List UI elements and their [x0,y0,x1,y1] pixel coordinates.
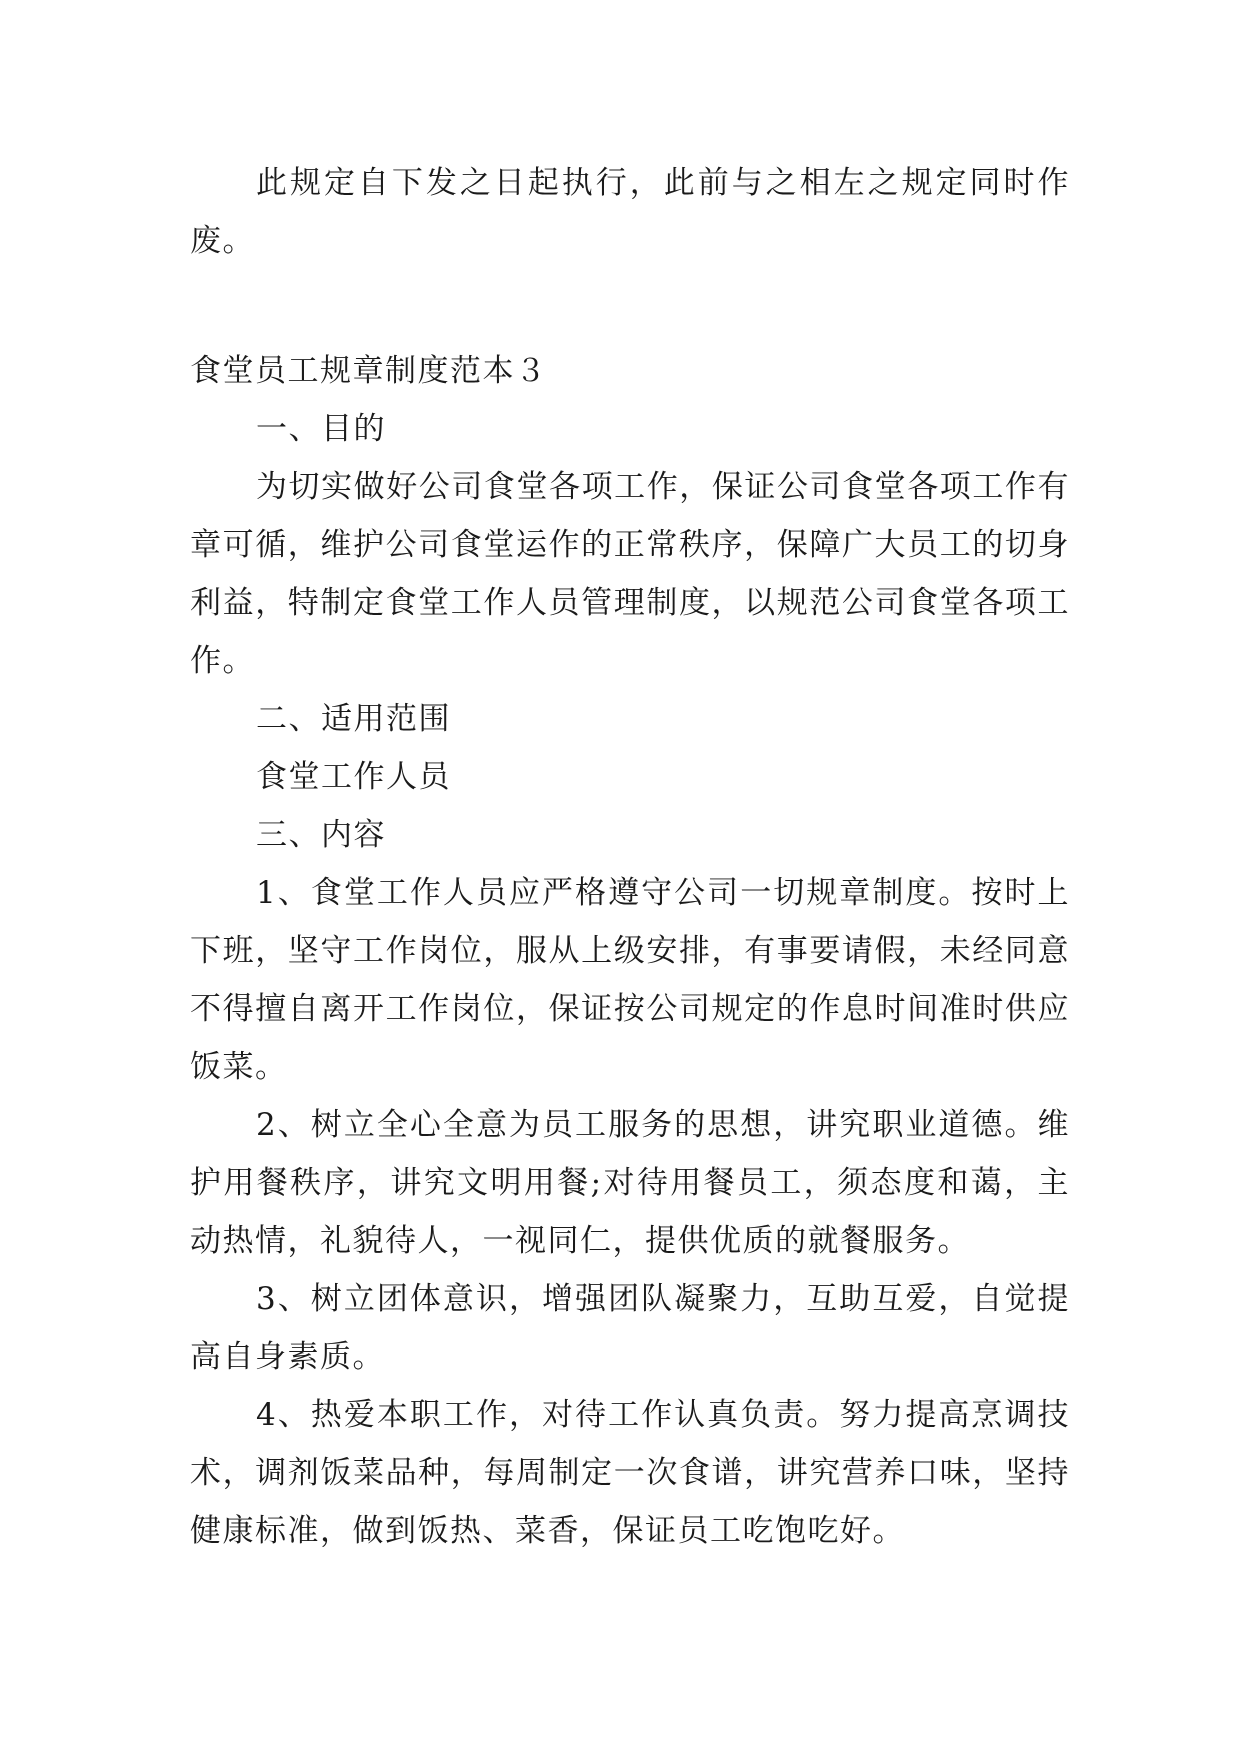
heading-content: 三、内容 [256,817,386,853]
scope-paragraph: 食堂工作人员 [256,759,451,795]
heading-purpose: 一、目的 [256,411,386,447]
section-title: 食堂员工规章制度范本３ [190,353,548,389]
heading-scope: 二、适用范围 [256,701,451,737]
content-item-3: 3、树立团体意识，增强团队凝聚力，互助互爱，自觉提高自身素质。 [190,1281,1070,1375]
closing-paragraph: 此规定自下发之日起执行，此前与之相左之规定同时作废。 [190,165,1070,259]
purpose-paragraph: 为切实做好公司食堂各项工作，保证公司食堂各项工作有章可循，维护公司食堂运作的正常秩序，保障广大员工的切身利益，特制定食堂工作人员管理制度，以规范公司食堂各项工作。 [190,469,1070,679]
content-item-2: 2、树立全心全意为员工服务的思想，讲究职业道德。维护用餐秩序，讲究文明用餐;对待用餐员工，须态度和蔼，主动热情，礼貌待人，一视同仁，提供优质的就餐服务。 [190,1107,1070,1259]
document-page [190,154,1070,1560]
content-item-1: 1、食堂工作人员应严格遵守公司一切规章制度。按时上下班，坚守工作岗位，服从上级安排，有事要请假，未经同意不得擅自离开工作岗位，保证按公司规定的作息时间准时供应饭菜。 [190,875,1070,1085]
content-item-4: 4、热爱本职工作，对待工作认真负责。努力提高烹调技术，调剂饭菜品种，每周制定一次食谱，讲究营养口味，坚持健康标准，做到饭热、菜香，保证员工吃饱吃好。 [190,1397,1070,1549]
